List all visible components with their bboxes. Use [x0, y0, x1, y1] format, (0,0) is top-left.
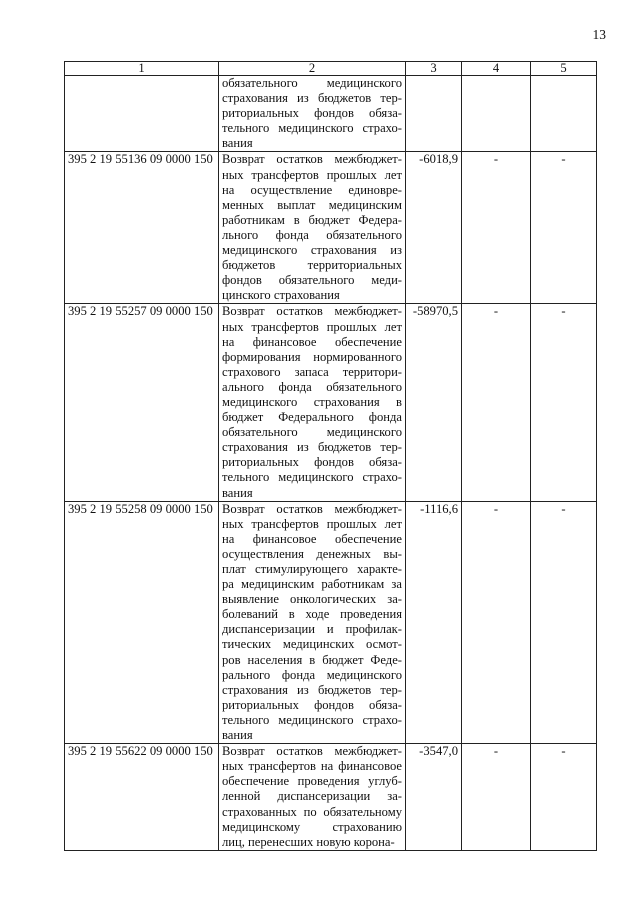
description-line: страхованных по обязательному: [222, 804, 402, 819]
budget-code-cell: 395 2 19 55622 09 0000 150: [65, 744, 219, 851]
description-cell: [219, 501, 406, 744]
table-row: [65, 76, 597, 152]
description-line: страхового запаса территори-: [222, 364, 402, 379]
budget-code-cell: 395 2 19 55257 09 0000 150: [65, 304, 219, 501]
description-line: риториальных фондов обяза-: [222, 455, 402, 470]
description-line: Возврат остатков межбюджет-: [222, 501, 402, 516]
budget-table: [64, 61, 597, 851]
column-4-cell: -: [462, 501, 531, 744]
budget-code-cell: [65, 76, 219, 152]
description-cell: [219, 152, 406, 304]
budget-code-cell: 395 2 19 55258 09 0000 150: [65, 501, 219, 744]
table-row: [65, 501, 597, 744]
description-line: на финансовое обеспечение: [222, 334, 402, 349]
description-line: цинского страхования: [222, 288, 340, 303]
description-line: тических медицинских осмот-: [222, 637, 402, 652]
description-line: на финансовое обеспечение: [222, 531, 402, 546]
description-line: бюджетов территориальных: [222, 258, 402, 273]
header-cell-4: 4: [462, 62, 531, 76]
description-line: рального фонда медицинского: [222, 667, 402, 682]
header-cell-5: 5: [531, 62, 597, 76]
header-cell-1: 1: [65, 62, 219, 76]
description-line: льного фонда обязательного: [222, 227, 402, 242]
description-line: ных трансфертов прошлых лет: [222, 319, 402, 334]
description-line: фондов обязательного меди-: [222, 273, 402, 288]
description-line: болеваний в ходе проведения: [222, 607, 402, 622]
description-line: ных трансфертов прошлых лет: [222, 516, 402, 531]
column-5-cell: -: [531, 304, 597, 501]
header-cell-3: 3: [406, 62, 462, 76]
description-line: менных выплат медицинским: [222, 197, 402, 212]
column-5-cell: -: [531, 744, 597, 851]
table-row: [65, 744, 597, 851]
description-cell: [219, 76, 406, 152]
description-line: риториальных фондов обяза-: [222, 697, 402, 712]
description-line: страхования из бюджетов тер-: [222, 440, 402, 455]
description-line: тельного медицинского страхо-: [222, 470, 402, 485]
header-cell-2: 2: [219, 62, 406, 76]
column-5-cell: [531, 76, 597, 152]
description-line: страхования из бюджетов тер-: [222, 91, 402, 106]
description-line: ального фонда обязательного: [222, 379, 402, 394]
amount-cell: -58970,5: [406, 304, 462, 501]
description-line: тельного медицинского страхо-: [222, 121, 402, 136]
table-row: [65, 152, 597, 304]
description-line: медицинского страхования из: [222, 243, 402, 258]
description-line: страхования из бюджетов тер-: [222, 682, 402, 697]
description-line: обязательного медицинского: [222, 76, 402, 90]
column-4-cell: [462, 76, 531, 152]
description-line: медицинскому страхованию: [222, 819, 402, 834]
description-line: формирования нормированного: [222, 349, 402, 364]
budget-code-cell: 395 2 19 55136 09 0000 150: [65, 152, 219, 304]
description-line: бюджет Федерального фонда: [222, 410, 402, 425]
description-line: осуществления денежных вы-: [222, 546, 402, 561]
description-line: вания: [222, 728, 253, 743]
description-line: ных трансфертов прошлых лет: [222, 167, 402, 182]
description-line: обеспечение проведения углуб-: [222, 774, 402, 789]
amount-cell: -1116,6: [406, 501, 462, 744]
description-line: на осуществление единовре-: [222, 182, 402, 197]
description-line: ных трансфертов на финансовое: [222, 759, 402, 774]
amount-cell: -3547,0: [406, 744, 462, 851]
amount-cell: -6018,9: [406, 152, 462, 304]
description-line: обязательного медицинского: [222, 425, 402, 440]
header-row: [65, 62, 597, 76]
description-line: работникам в бюджет Федера-: [222, 212, 402, 227]
table-row: [65, 304, 597, 501]
description-line: плат стимулирующего характе-: [222, 562, 402, 576]
description-line: тельного медицинского страхо-: [222, 712, 402, 727]
column-4-cell: -: [462, 152, 531, 304]
table-body: [65, 76, 597, 851]
description-line: вания: [222, 136, 253, 151]
column-5-cell: -: [531, 501, 597, 744]
description-line: выявление онкологических за-: [222, 592, 402, 607]
description-line: лиц, перенесших новую корона-: [222, 834, 395, 849]
column-4-cell: -: [462, 744, 531, 851]
description-line: диспансеризации и профилак-: [222, 622, 402, 637]
description-line: Возврат остатков межбюджет-: [222, 304, 402, 319]
description-cell: [219, 304, 406, 501]
column-4-cell: -: [462, 304, 531, 501]
description-line: ров населения в бюджет Феде-: [222, 652, 402, 667]
description-line: риториальных фондов обяза-: [222, 106, 402, 121]
column-5-cell: -: [531, 152, 597, 304]
description-cell: [219, 744, 406, 851]
description-line: Возврат остатков межбюджет-: [222, 152, 402, 167]
description-line: ленной диспансеризации за-: [222, 789, 402, 804]
description-line: вания: [222, 485, 253, 500]
description-line: ра медицинским работникам за: [222, 577, 402, 592]
amount-cell: [406, 76, 462, 152]
description-line: Возврат остатков межбюджет-: [222, 744, 402, 759]
page-number: 13: [592, 27, 606, 42]
description-line: медицинского страхования в: [222, 394, 402, 409]
